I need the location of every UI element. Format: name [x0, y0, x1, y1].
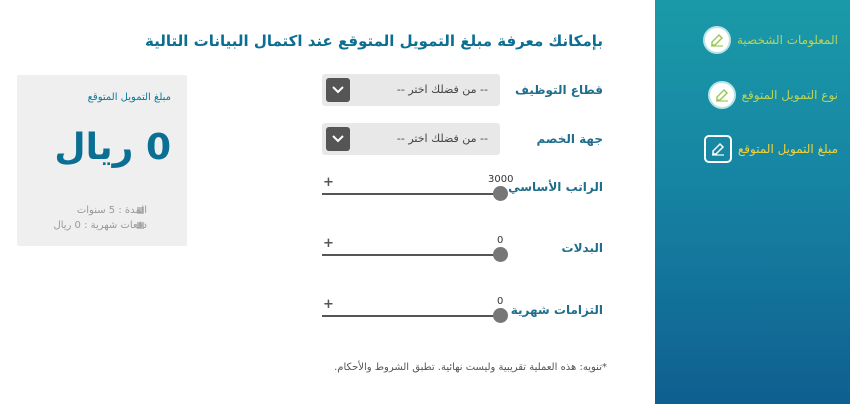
edit-icon: [703, 26, 731, 54]
step-financing-type[interactable]: [708, 81, 838, 109]
duration-text: المدة : 5 سنوات: [76, 205, 147, 216]
step-label: نوع التمويل المتوقع: [741, 88, 838, 102]
chevron-down-icon[interactable]: [326, 78, 350, 102]
disclaimer-note: *تنويه: هذه العملية تقريبية وليست نهائية. تطبق الشروط والأحكام.: [334, 362, 607, 373]
employment-sector-select[interactable]: [322, 74, 500, 106]
steps-sidebar: [655, 0, 850, 404]
result-title: مبلغ التمويل المتوقع: [87, 92, 171, 103]
monthly-obligations-label: التزامات شهرية: [510, 303, 603, 317]
slider-thumb[interactable]: [493, 186, 508, 201]
step-financing-amount[interactable]: [704, 135, 838, 163]
slider-thumb[interactable]: [493, 247, 508, 262]
result-card: [17, 75, 187, 246]
step-label: مبلغ التمويل المتوقع: [737, 142, 838, 156]
slider-value: 0: [497, 235, 504, 246]
slider-track: [322, 254, 500, 256]
slider-value: 0: [497, 296, 504, 307]
page-title: بإمكانك معرفة مبلغ التمويل المتوقع عند اكتمال البيانات التالية: [145, 32, 603, 50]
decrease-button[interactable]: +: [323, 175, 334, 190]
monthly-obligations-slider[interactable]: [322, 296, 508, 324]
monthly-payment-text: دفعات شهرية : 0 ريال: [53, 220, 147, 231]
deduction-entity-label: جهة الخصم: [536, 132, 603, 146]
edit-icon: [708, 81, 736, 109]
basic-salary-label: الراتب الأساسي: [508, 180, 603, 194]
decrease-button[interactable]: +: [323, 297, 334, 312]
slider-value: 3000: [488, 174, 514, 185]
chevron-down-icon[interactable]: [326, 127, 350, 151]
select-value: -- من فضلك اختر --: [396, 132, 488, 145]
basic-salary-slider[interactable]: [322, 174, 514, 202]
allowances-slider[interactable]: [322, 235, 508, 263]
slider-track: [322, 315, 500, 317]
step-personal-info[interactable]: [703, 26, 838, 54]
edit-icon: [704, 135, 732, 163]
slider-thumb[interactable]: [493, 308, 508, 323]
deduction-entity-select[interactable]: [322, 123, 500, 155]
allowances-label: البدلات: [561, 241, 603, 255]
decrease-button[interactable]: +: [323, 236, 334, 251]
result-amount: 0 ريال: [54, 127, 171, 168]
step-label: المعلومات الشخصية: [737, 33, 838, 47]
employment-sector-label: قطاع التوظيف: [515, 83, 603, 97]
select-value: -- من فضلك اختر --: [396, 83, 488, 96]
slider-track: [322, 193, 500, 195]
